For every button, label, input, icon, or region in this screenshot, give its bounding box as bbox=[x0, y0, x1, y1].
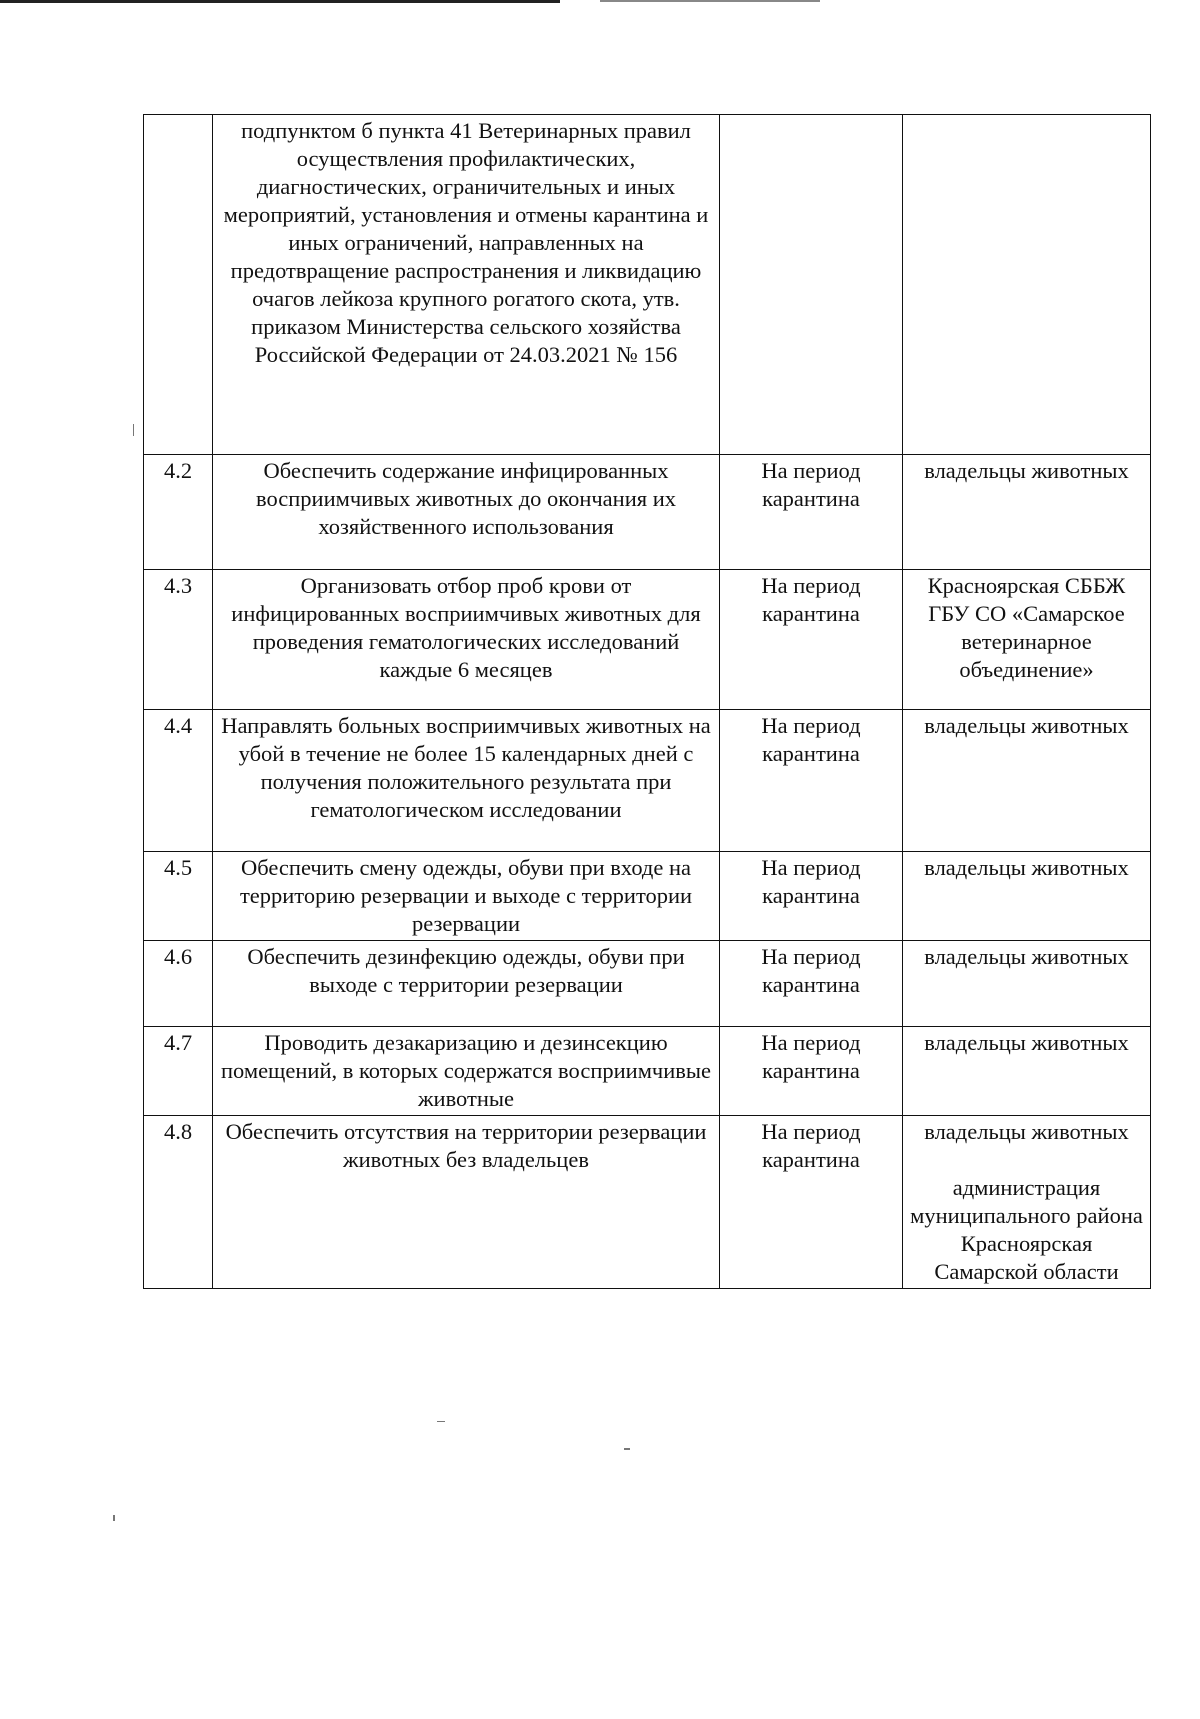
responsible-cell bbox=[903, 115, 1151, 455]
table-row bbox=[144, 852, 1151, 941]
measure-text: Организовать отбор проб крови от инфицированных восприимчивых животных для проведения гематологических исследований каждые 6 месяцев bbox=[213, 570, 720, 710]
scan-speck bbox=[113, 1515, 115, 1521]
measures-table bbox=[143, 114, 1151, 1289]
scan-edge-mark bbox=[600, 0, 820, 2]
row-number bbox=[144, 115, 213, 455]
measure-text: подпунктом б пункта 41 Ветеринарных правил осуществления профилактических, диагностических, ограничительных и иных мероприятий, установления и отмены карантина и иных ограничений, направленных на предотвращение распространения и ликвидацию очагов лейкоза крупного рогатого скота, утв. приказом Министерства сельского хозяйства Российской Федерации от 24.03.2021 № 156 bbox=[213, 115, 720, 455]
measure-text: Обеспечить содержание инфицированных восприимчивых животных до окончания их хозяйственного использования bbox=[213, 455, 720, 570]
responsible-text: владельцы животных bbox=[903, 455, 1151, 570]
scan-speck bbox=[437, 1421, 445, 1422]
table-row bbox=[144, 570, 1151, 710]
period-text: На период карантина bbox=[720, 1027, 903, 1116]
responsible-text: владельцы животных bbox=[903, 852, 1151, 941]
period-text: На период карантина bbox=[720, 710, 903, 852]
table-row bbox=[144, 455, 1151, 570]
row-number: 4.5 bbox=[144, 852, 213, 941]
table-row bbox=[144, 710, 1151, 852]
row-number: 4.8 bbox=[144, 1116, 213, 1289]
measure-text: Обеспечить дезинфекцию одежды, обуви при выходе с территории резервации bbox=[213, 941, 720, 1027]
row-number: 4.7 bbox=[144, 1027, 213, 1116]
measure-text: Обеспечить отсутствия на территории резервации животных без владельцев bbox=[213, 1116, 720, 1289]
responsible-text: владельцы животных bbox=[903, 941, 1151, 1027]
measure-text: Обеспечить смену одежды, обуви при входе на территорию резервации и выходе с территории резервации bbox=[213, 852, 720, 941]
period-text: На период карантина bbox=[720, 1116, 903, 1289]
responsible-text: владельцы животных bbox=[924, 1119, 1129, 1144]
measure-text: Направлять больных восприимчивых животных на убой в течение не более 15 календарных дней с получения положительного результата при гематологическом исследовании bbox=[213, 710, 720, 852]
responsible-text: Красноярская СББЖ ГБУ СО «Самарское ветеринарное объединение» bbox=[903, 570, 1151, 710]
scan-edge-mark bbox=[0, 0, 560, 3]
row-number: 4.2 bbox=[144, 455, 213, 570]
row-number: 4.4 bbox=[144, 710, 213, 852]
responsible-cell bbox=[903, 1116, 1151, 1289]
table-row-continued bbox=[144, 115, 1151, 455]
period-text: На период карантина bbox=[720, 455, 903, 570]
period-cell bbox=[720, 115, 903, 455]
responsible-extra-text: администрация муниципального района Красноярская Самарской области bbox=[910, 1175, 1143, 1284]
period-text: На период карантина bbox=[720, 852, 903, 941]
scan-speck bbox=[133, 424, 134, 436]
table-row bbox=[144, 1027, 1151, 1116]
measure-text: Проводить дезакаризацию и дезинсекцию помещений, в которых содержатся восприимчивые животные bbox=[213, 1027, 720, 1116]
period-text: На период карантина bbox=[720, 941, 903, 1027]
scan-speck bbox=[624, 1448, 630, 1450]
table-row bbox=[144, 1116, 1151, 1289]
row-number: 4.6 bbox=[144, 941, 213, 1027]
responsible-text: владельцы животных bbox=[903, 1027, 1151, 1116]
row-number: 4.3 bbox=[144, 570, 213, 710]
table-row bbox=[144, 941, 1151, 1027]
responsible-text: владельцы животных bbox=[903, 710, 1151, 852]
period-text: На период карантина bbox=[720, 570, 903, 710]
